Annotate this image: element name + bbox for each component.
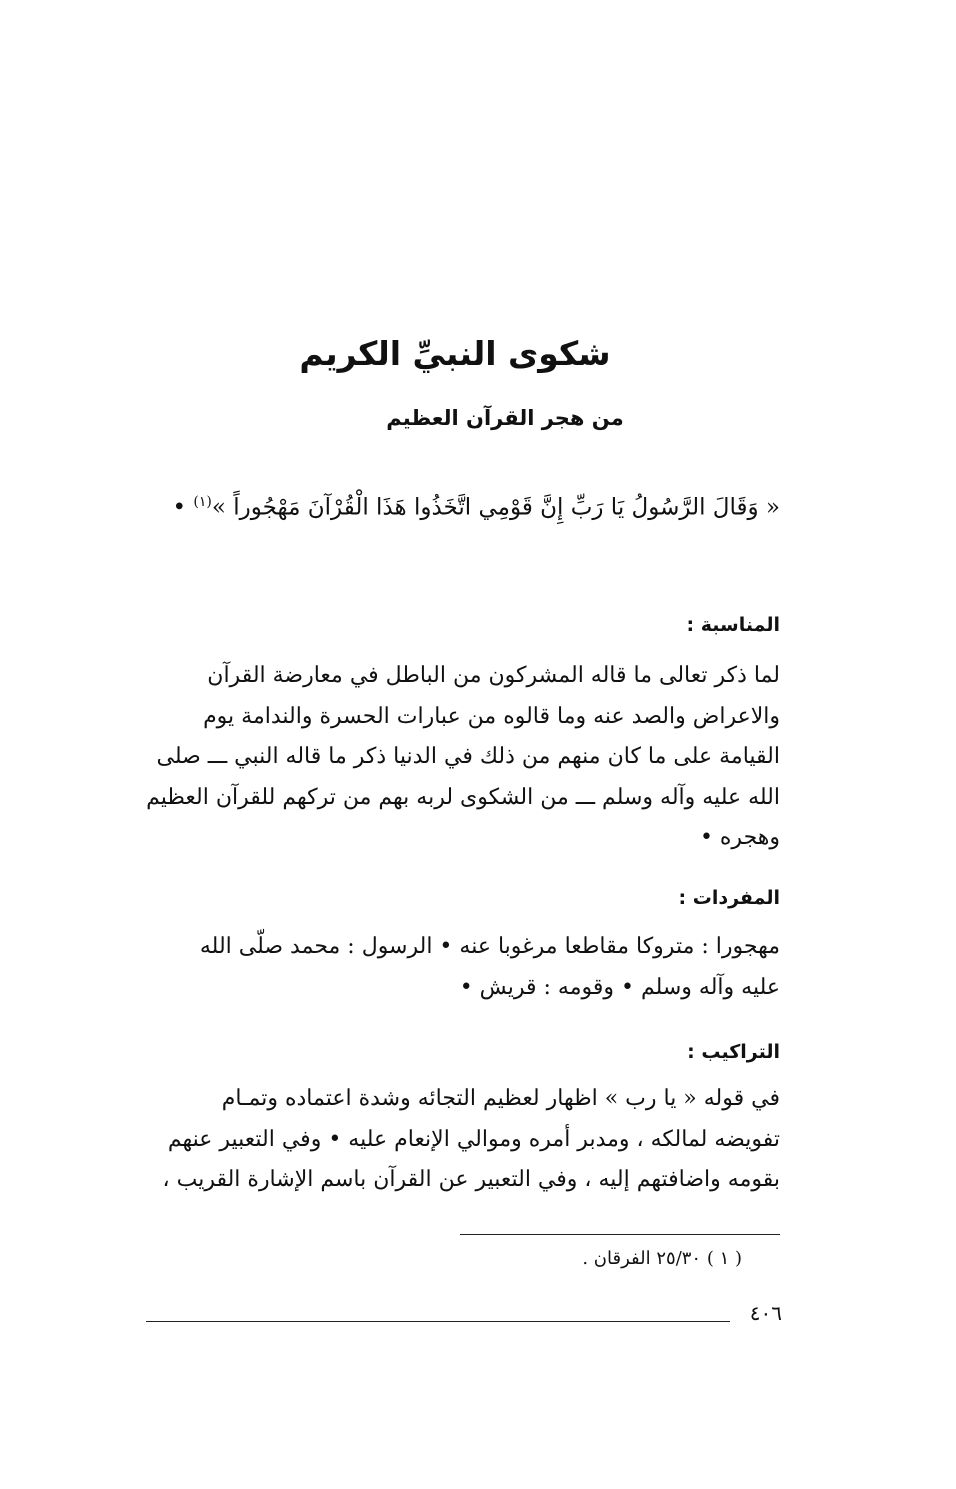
section-body-occasion [138,656,780,859]
footnote: ( ١ ) ٢٥/٣٠ الفرقان . [582,1248,742,1269]
quran-verse [138,478,780,532]
section-heading-structures: التراكيب : [687,1041,780,1063]
section-body-vocabulary [138,927,780,1008]
verse-end-mark: • [172,494,187,521]
body-line: في قوله « يا رب » اظهار لعظيم التجائه وشدة اعتماده وتمـام [221,1086,780,1111]
body-line: بقومه واضافتهم إليه ، وفي التعبير عن القرآن باسم الإشارة القريب ، [162,1167,780,1192]
section-heading-occasion: المناسبة : [686,614,780,636]
body-line: لما ذكر تعالى ما قاله المشركون من الباطل في معارضة القرآن [207,663,780,688]
footnote-divider [460,1234,780,1235]
body-line: تفويضه لمالكه ، ومدبر أمره وموالي الإنعام عليه • وفي التعبير عنهم [167,1126,780,1152]
page-number: ٤٠٦ [749,1301,782,1325]
section-body-structures [138,1079,780,1201]
page-title: شكوى النبيِّ الكريم [299,334,611,373]
section-heading-vocabulary: المفردات : [678,887,780,909]
page-footer-divider [146,1321,730,1322]
body-line: عليه وآله وسلم • وقومه : قريش • [459,974,780,1000]
body-line: مهجورا : متروكا مقاطعا مرغوبا عنه • الرسول : محمد صلّى الله [199,934,780,959]
verse-footnote-ref: (١) [193,494,212,510]
body-line: وهجره • [699,825,780,850]
page-subtitle: من هجر القرآن العظيم [386,406,624,430]
body-line: والاعراض والصد عنه وما قالوه من عبارات الحسرة والندامة يوم [203,703,780,729]
body-line: الله عليه وآله وسلم ـــ من الشكوى لربه بهم من تركهم للقرآن العظيم [146,784,780,810]
verse-text: « وَقَالَ الرَّسُولُ يَا رَبِّ إِنَّ قَوْمِي اتَّخَذُوا هَذَا الْقُرْآنَ مَهْجُوراً » [211,494,780,521]
body-line: القيامة على ما كان منهم من ذلك في الدنيا ذكر ما قاله النبي ـــ صلى [156,744,780,769]
